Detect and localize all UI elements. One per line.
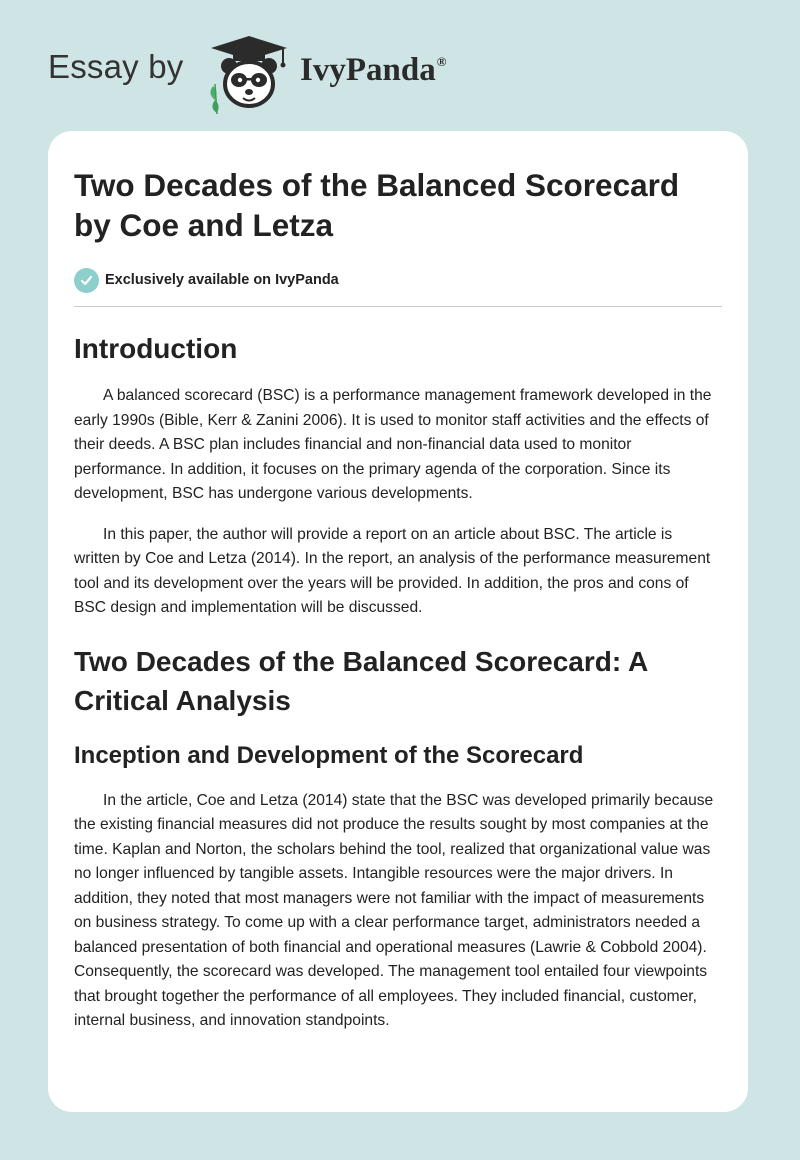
essay-by-label: Essay by xyxy=(48,48,184,85)
paragraph: In the article, Coe and Letza (2014) state that the BSC was developed primarily because the existing financial measures did not produce the results sought by most companies at the time. Kaplan and Norton, the scholars behind the tool, realized that organizational value was no longer influenced by tangible assets. Intangible resources were the major drivers. In addition, they noted that most managers were not familiar with the impact of measurements on business strategy. To come up with a clear performance target, administrators needed a balanced presentation of both financial and operational measures (Lawrie & Cobbold 2004). Consequently, the scorecard was developed. The management tool entailed four viewpoints that brought together the performance of all employees. They included financial, customer, internal business, and innovation standpoints. xyxy=(74,791,714,1029)
article-card xyxy=(48,131,748,1112)
ivypanda-logo-icon[interactable] xyxy=(203,34,295,114)
section-heading-critical-analysis: Two Decades of the Balanced Scorecard: A Critical Analysis xyxy=(74,645,648,716)
paragraph: In this paper, the author will provide a report on an article about BSC. The article is written by Coe and Letza (2014). In the report, an analysis of the performance measurement tool and its development over the years will be provided. In addition, the pros and cons of BSC design and implementation will be discussed. xyxy=(74,525,711,616)
divider xyxy=(74,306,722,307)
brand-name[interactable]: IvyPanda® xyxy=(300,52,447,88)
article-title: Two Decades of the Balanced Scorecard by Coe and Letza xyxy=(74,167,680,243)
check-icon xyxy=(74,268,99,293)
exclusive-text: Exclusively available on IvyPanda xyxy=(105,272,339,288)
exclusive-badge xyxy=(74,267,722,293)
site-header xyxy=(48,34,548,114)
section-heading-introduction: Introduction xyxy=(74,333,238,364)
paragraph: A balanced scorecard (BSC) is a performance management framework developed in the early 1990s (Bible, Kerr & Zanini 2006). It is used to monitor staff activities and the effects of their deeds. A BSC plan includes financial and non-financial data used to monitor performance. In addition, it focuses on the primary agenda of the corporation. Since its development, BSC has undergone various developments. xyxy=(74,387,712,502)
subsection-heading-inception: Inception and Development of the Scorecard xyxy=(74,741,584,769)
